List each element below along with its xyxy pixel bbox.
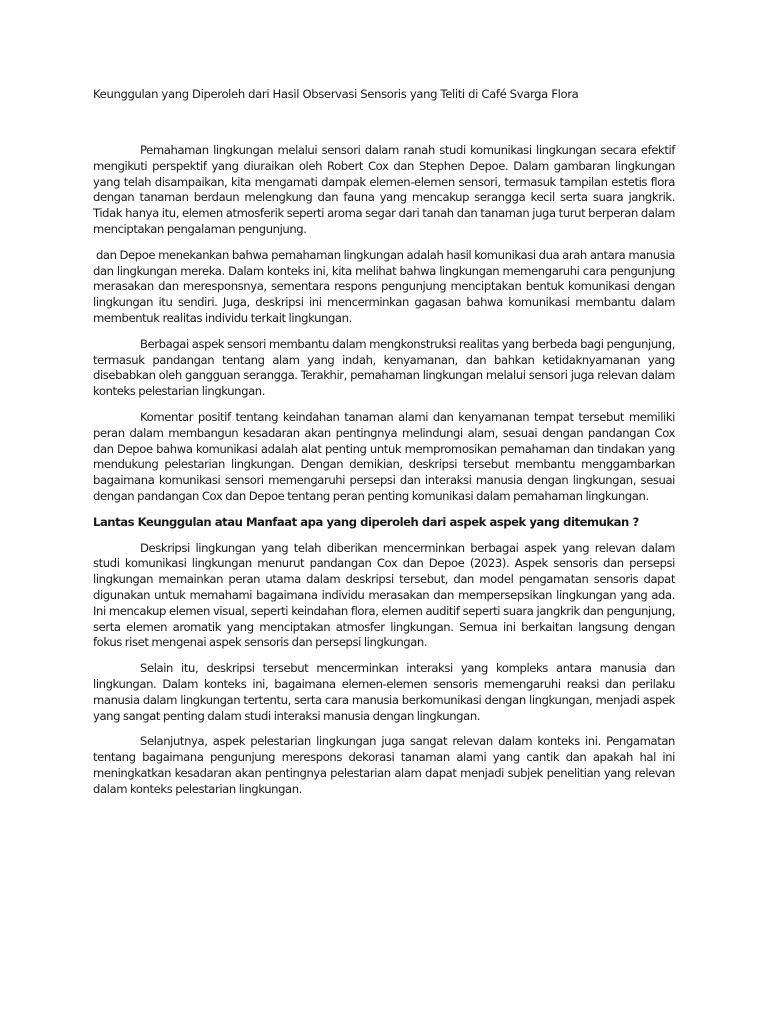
paragraph-3: Berbagai aspek sensori membantu dalam mengkonstruksi realitas yang berbeda bagi pengunjung, termasuk pandangan tentang alam yang indah, kenyamanan, dan bahkan ketidaknyamanan yang disebabkan oleh gangguan serangga. Terakhir, pemahaman lingkungan melalui sensori juga relevan dalam konteks pelestarian lingkungan. <box>93 336 675 399</box>
paragraph-5: Deskripsi lingkungan yang telah diberikan mencerminkan berbagai aspek yang relevan dalam studi komunikasi lingkungan menurut pandangan Cox dan Depoe (2023). Aspek sensoris dan persepsi lingkungan memainkan peran utama dalam deskripsi tersebut, dan model pengamatan sensoris dapat digunakan untuk memahami bagaimana individu merasakan dan mempersepsikan lingkungan yang ada. Ini mencakup elemen visual, seperti keindahan flora, elemen auditif seperti suara jangkrik dan pengunjung, serta elemen aromatik yang menciptakan atmosfer lingkungan. Semua ini berkaitan langsung dengan fokus riset mengenai aspek sensoris dan persepsi lingkungan. <box>93 540 675 650</box>
paragraph-1: Pemahaman lingkungan melalui sensori dalam ranah studi komunikasi lingkungan secara efektif mengikuti perspektif yang diuraikan oleh Robert Cox dan Stephen Depoe. Dalam gambaran lingkungan yang telah disampaikan, kita mengamati dampak elemen-elemen sensori, termasuk tampilan estetis flora dengan tanaman berdaun melengkung dan fauna yang mencakup serangga kecil serta suara jangkrik. Tidak hanya itu, elemen atmosferik seperti aroma segar dari tanah dan tanaman juga turut berperan dalam menciptakan pengalaman pengunjung. <box>93 143 675 236</box>
paragraph-4: Komentar positif tentang keindahan tanaman alami dan kenyamanan tempat tersebut memiliki peran dalam membangun kesadaran akan pentingnya melindungi alam, sesuai dengan pandangan Cox dan Depoe bahwa komunikasi adalah alat penting untuk mempromosikan pemahaman dan tindakan yang mendukung pelestarian lingkungan. Dengan demikian, deskripsi tersebut membantu menggambarkan bagaimana komunikasi sensori memengaruhi persepsi dan interaksi manusia dengan lingkungan, sesuai dengan pandangan Cox dan Depoe tentang peran penting komunikasi dalam pemahaman lingkungan. <box>93 409 675 503</box>
question-heading: Lantas Keunggulan atau Manfaat apa yang diperoleh dari aspek aspek yang ditemukan ? <box>93 514 639 529</box>
paragraph-6: Selain itu, deskripsi tersebut mencerminkan interaksi yang kompleks antara manusia dan lingkungan. Dalam konteks ini, bagaimana elemen-elemen sensoris memengaruhi reaksi dan perilaku manusia dalam lingkungan tertentu, serta cara manusia berkomunikasi dengan lingkungan, menjadi aspek yang sangat penting dalam studi interaksi manusia dengan lingkungan. <box>93 661 675 723</box>
document-page <box>93 86 678 807</box>
paragraph-2: dan Depoe menekankan bahwa pemahaman lingkungan adalah hasil komunikasi dua arah antara manusia dan lingkungan mereka. Dalam konteks ini, kita melihat bahwa lingkungan memengaruhi cara pengunjung merasakan dan meresponsnya, sementara respons pengunjung menciptakan bentuk komunikasi dengan lingkungan itu sendiri. Juga, deskripsi ini mencerminkan gagasan bahwa komunikasi membantu dalam membentuk realitas individu terkait lingkungan. <box>93 247 678 325</box>
paragraph-7: Selanjutnya, aspek pelestarian lingkungan juga sangat relevan dalam konteks ini. Pengamatan tentang bagaimana pengunjung merespons dekorasi tanaman alami yang cantik dan apakah hal ini meningkatkan kesadaran akan pentingnya pelestarian alam dapat menjadi subjek penelitian yang relevan dalam konteks pelestarian lingkungan. <box>93 734 675 796</box>
document-title: Keunggulan yang Diperoleh dari Hasil Observasi Sensoris yang Teliti di Café Svarga Flora <box>93 87 579 101</box>
